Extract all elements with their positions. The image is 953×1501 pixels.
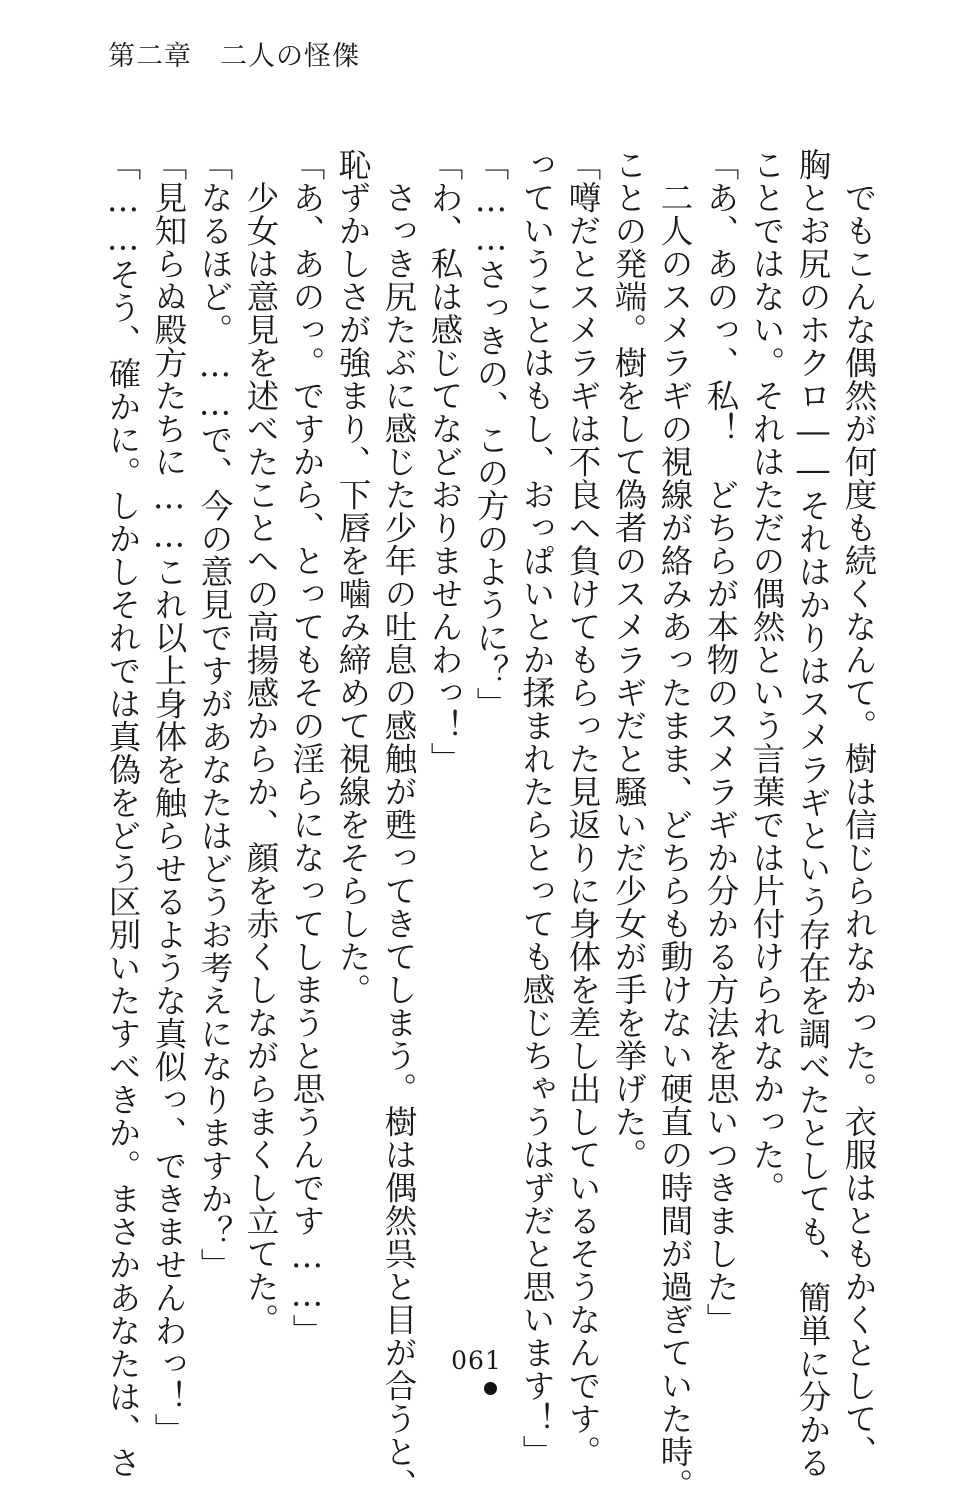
text-column: 「わ、私は感じてなどおりませんわっ！」 (426, 148, 464, 775)
text-column: 「噂だとスメラギは不良へ負けてもらった見返りに身体を差し出しているそうなんです。 (564, 148, 602, 1468)
folio-dot (484, 1382, 497, 1395)
page-number: 061 (451, 1346, 502, 1375)
text-column: 「……そう、確かに。しかしそれでは真偽をどう区別いたすべきか。まさかあなたは、さ (104, 148, 142, 1479)
text-column: 恥ずかしさが強まり、下唇を噛み締めて視線をそらした。 (334, 148, 372, 1006)
text-column: 「あ、あのっ。ですから、とってもその淫らになってしまうと思うんです……」 (288, 148, 326, 1347)
text-column: 「見知らぬ殿方たちに……これ以上身体を触らせるような真似っ、できませんわっ！」 (150, 148, 188, 1446)
text-column: 「なるほど。……で、今の意見ですがあなたはどうお考えになりますか？」 (196, 148, 234, 1281)
text-column: 二人のスメラギの視線が絡みあったまま、どちらも動けない硬直の時間が過ぎていた時。 (656, 148, 694, 1501)
text-column: さっき尻たぶに感じた少年の吐息の感触が甦ってきてしまう。樹は偶然呉と目が合うと、 (380, 148, 418, 1501)
text-column: 胸とお尻のホクロ――それはかりはスメラギという存在を調べたとしても、簡単に分かる (794, 148, 832, 1479)
text-column: 少女は意見を述べたことへの高揚感からか、顔を赤くしながらまくし立てた。 (242, 148, 280, 1336)
text-column: ことではない。それはただの偶然という言葉では片付けられなかった。 (748, 148, 786, 1204)
text-column: っていうことはもし、おっぱいとか揉まれたらとっても感じちゃうはずだと思います！」 (518, 148, 556, 1468)
text-column: 「あ、あのっ、私！ どちらが本物のスメラギか分かる方法を思いつきました」 (702, 148, 740, 1336)
running-header: 第二章 二人の怪傑 (108, 41, 360, 72)
text-column: 「……さっきの、この方のように？」 (472, 148, 510, 720)
text-column: でもこんな偶然が何度も続くなんて。樹は信じられなかった。衣服はともかくとして、 (840, 148, 878, 1468)
text-column: ことの発端。樹をして偽者のスメラギだと騒いだ少女が手を挙げた。 (610, 148, 648, 1171)
